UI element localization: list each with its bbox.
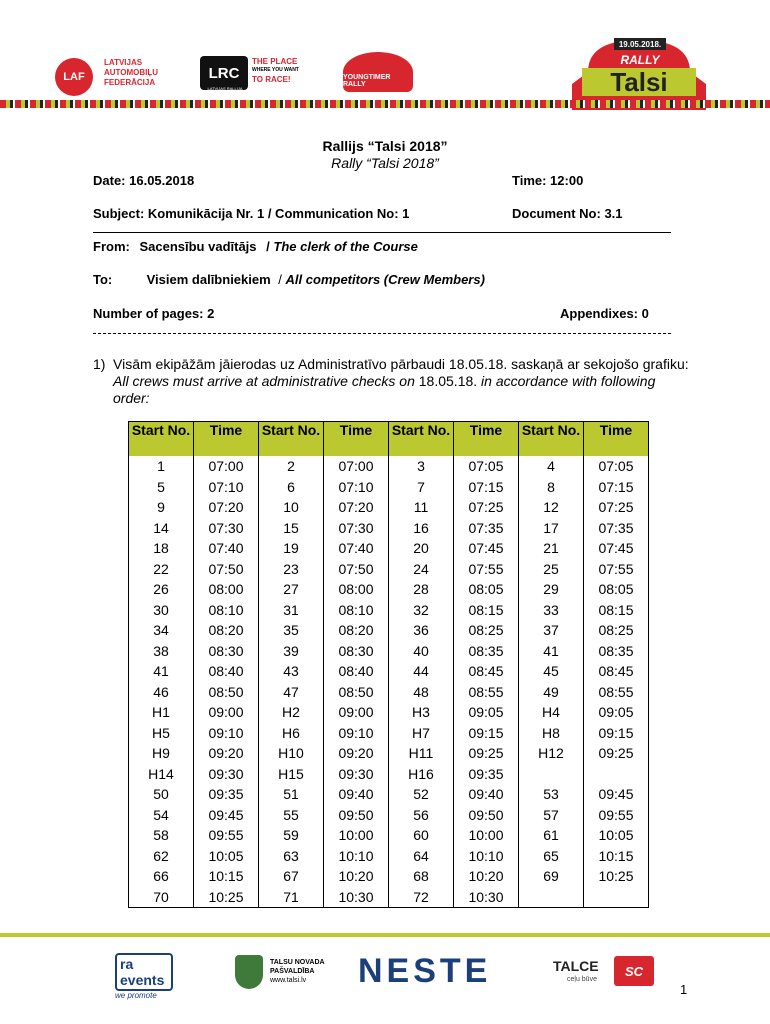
cell-start-no: 36	[389, 620, 454, 641]
talsu-line-1: TALSU NOVADA	[270, 959, 325, 966]
cell-time: 09:55	[584, 805, 649, 826]
cell-start-no: 67	[259, 866, 324, 887]
cell-time: 10:10	[454, 846, 519, 867]
cell-time: 09:45	[584, 784, 649, 805]
date-line: Date: 16.05.2018	[93, 173, 195, 188]
subject-line: Subject: Komunikācija Nr. 1 / Communication No: 1	[93, 206, 410, 221]
cell-start-no: 23	[259, 559, 324, 580]
item-lv-text: Visām ekipāžām jāierodas uz Administratīvo pārbaudi 18.05.18. saskaņā ar sekojošo grafiku:	[113, 356, 689, 372]
cell-start-no: 50	[129, 784, 194, 805]
cell-start-no: 3	[389, 456, 454, 477]
from-sep: /	[266, 239, 270, 254]
cell-time: 08:35	[584, 641, 649, 662]
cell-start-no: 8	[519, 477, 584, 498]
table-row	[129, 784, 649, 805]
cell-time: 08:45	[584, 661, 649, 682]
cell-time: 09:45	[194, 805, 259, 826]
cell-start-no: 10	[259, 497, 324, 518]
cell-start-no: H7	[389, 723, 454, 744]
cell-start-no: 58	[129, 825, 194, 846]
table-row	[129, 805, 649, 826]
cell-start-no: 51	[259, 784, 324, 805]
cell-time: 07:10	[194, 477, 259, 498]
doc-subtitle: Rally “Talsi 2018”	[331, 155, 439, 171]
place-line-2: WHERE YOU WANT	[252, 67, 299, 73]
cell-start-no: 40	[389, 641, 454, 662]
to-line	[93, 272, 485, 287]
cell-start-no: H3	[389, 702, 454, 723]
cell-start-no: 68	[389, 866, 454, 887]
cell-start-no	[519, 887, 584, 908]
cell-start-no: 32	[389, 600, 454, 621]
cell-start-no: 65	[519, 846, 584, 867]
table-row	[129, 600, 649, 621]
cell-time: 09:30	[194, 764, 259, 785]
cell-time: 09:00	[324, 702, 389, 723]
table-row	[129, 743, 649, 764]
cell-time: 08:15	[584, 600, 649, 621]
cell-start-no: H11	[389, 743, 454, 764]
cell-time: 08:05	[584, 579, 649, 600]
cell-time: 08:45	[454, 661, 519, 682]
cell-start-no: 22	[129, 559, 194, 580]
header-start-no: Start No.	[389, 422, 454, 457]
cell-time: 10:15	[584, 846, 649, 867]
lrc-subtitle: LATVIJAS RALLIJA ČEMPIONĀTS	[207, 86, 243, 96]
cell-time: 08:55	[584, 682, 649, 703]
cell-time: 08:30	[324, 641, 389, 662]
cell-time: 07:40	[324, 538, 389, 559]
cell-time: 10:30	[324, 887, 389, 908]
cell-start-no: 39	[259, 641, 324, 662]
table-row	[129, 887, 649, 908]
cell-start-no: 5	[129, 477, 194, 498]
laf-logo: LAF	[55, 58, 93, 96]
cell-time: 07:00	[194, 456, 259, 477]
cell-time: 09:55	[194, 825, 259, 846]
cell-start-no: 48	[389, 682, 454, 703]
cell-start-no: 30	[129, 600, 194, 621]
cell-time: 08:40	[324, 661, 389, 682]
cell-time: 10:10	[324, 846, 389, 867]
cell-start-no: H8	[519, 723, 584, 744]
cell-time: 09:50	[324, 805, 389, 826]
cell-time: 07:10	[324, 477, 389, 498]
cell-time: 09:00	[194, 702, 259, 723]
cell-time: 09:15	[454, 723, 519, 744]
cell-time: 07:25	[454, 497, 519, 518]
talce-logo: TALCE	[553, 958, 599, 974]
cell-time: 09:40	[324, 784, 389, 805]
cell-time: 08:30	[194, 641, 259, 662]
cell-time: 10:00	[324, 825, 389, 846]
cell-time: 07:30	[194, 518, 259, 539]
cell-time: 09:20	[194, 743, 259, 764]
cell-start-no: H15	[259, 764, 324, 785]
cell-start-no: H1	[129, 702, 194, 723]
cell-time: 09:10	[324, 723, 389, 744]
cell-start-no: 64	[389, 846, 454, 867]
cell-time: 08:40	[194, 661, 259, 682]
header-time: Time	[194, 422, 259, 457]
from-lv: Sacensību vadītājs	[139, 239, 257, 254]
cell-start-no: 16	[389, 518, 454, 539]
cell-time: 08:10	[194, 600, 259, 621]
doc-title: Rallijs “Talsi 2018”	[322, 138, 448, 154]
header-time: Time	[454, 422, 519, 457]
table-row	[129, 702, 649, 723]
cell-start-no: 15	[259, 518, 324, 539]
cell-time: 10:05	[584, 825, 649, 846]
cell-start-no: 72	[389, 887, 454, 908]
schedule-table	[128, 421, 649, 908]
table-row	[129, 477, 649, 498]
cell-time: 07:20	[194, 497, 259, 518]
cell-time: 09:05	[454, 702, 519, 723]
page-number: 1	[680, 982, 688, 997]
appendixes-line: Appendixes: 0	[560, 306, 649, 321]
cell-start-no: H5	[129, 723, 194, 744]
cell-time: 10:25	[194, 887, 259, 908]
cell-time: 08:50	[324, 682, 389, 703]
item-en-a: All crews must arrive at administrative checks on	[113, 373, 415, 389]
header-start-no: Start No.	[129, 422, 194, 457]
talce-subtitle: ceļu būve	[567, 976, 597, 983]
cell-time: 09:10	[194, 723, 259, 744]
cell-time	[584, 764, 649, 785]
cell-time: 07:30	[324, 518, 389, 539]
cell-time	[584, 887, 649, 908]
table-row	[129, 723, 649, 744]
cell-time: 07:35	[454, 518, 519, 539]
cell-start-no: 62	[129, 846, 194, 867]
cell-start-no: 47	[259, 682, 324, 703]
time-line: Time: 12:00	[512, 173, 584, 188]
from-en: The clerk of the Course	[273, 239, 418, 254]
cell-time: 07:50	[324, 559, 389, 580]
cell-start-no: 11	[389, 497, 454, 518]
cell-time: 07:45	[584, 538, 649, 559]
cell-time: 09:50	[454, 805, 519, 826]
cell-start-no: 27	[259, 579, 324, 600]
cell-start-no: 29	[519, 579, 584, 600]
cell-start-no: 63	[259, 846, 324, 867]
to-sep: /	[278, 272, 282, 287]
laf-line-2: AUTOMOBIĻU	[104, 68, 159, 77]
cell-start-no: 53	[519, 784, 584, 805]
cell-time: 10:20	[454, 866, 519, 887]
cell-start-no: 52	[389, 784, 454, 805]
cell-time: 08:35	[454, 641, 519, 662]
cell-start-no: H16	[389, 764, 454, 785]
cell-start-no: H9	[129, 743, 194, 764]
cell-time: 10:20	[324, 866, 389, 887]
cell-time: 07:15	[454, 477, 519, 498]
cell-start-no: 59	[259, 825, 324, 846]
cell-start-no: 21	[519, 538, 584, 559]
laf-line-3: FEDERĀCIJA	[104, 78, 156, 87]
cell-start-no: H4	[519, 702, 584, 723]
to-en: All competitors (Crew Members)	[285, 272, 485, 287]
cell-time: 07:55	[454, 559, 519, 580]
cell-time: 07:20	[324, 497, 389, 518]
cell-start-no: 66	[129, 866, 194, 887]
item-en-text	[113, 373, 693, 407]
cell-time: 08:15	[454, 600, 519, 621]
cell-time: 09:25	[584, 743, 649, 764]
cell-start-no: 20	[389, 538, 454, 559]
talsu-text	[270, 958, 360, 985]
cell-start-no: 49	[519, 682, 584, 703]
cell-start-no: 61	[519, 825, 584, 846]
cell-time: 07:05	[454, 456, 519, 477]
cell-time: 07:45	[454, 538, 519, 559]
divider-1	[93, 232, 671, 233]
cell-time: 07:00	[324, 456, 389, 477]
table-row	[129, 866, 649, 887]
cell-time: 08:10	[324, 600, 389, 621]
cell-time: 07:15	[584, 477, 649, 498]
cell-time: 07:05	[584, 456, 649, 477]
cell-start-no: 17	[519, 518, 584, 539]
table-row	[129, 518, 649, 539]
cell-start-no: 35	[259, 620, 324, 641]
table-row	[129, 559, 649, 580]
to-label: To:	[93, 272, 113, 287]
cell-start-no: H6	[259, 723, 324, 744]
cell-time: 10:05	[194, 846, 259, 867]
cell-time: 08:00	[324, 579, 389, 600]
item-1	[93, 356, 693, 407]
cell-start-no: 34	[129, 620, 194, 641]
cell-time: 10:15	[194, 866, 259, 887]
cell-time: 07:55	[584, 559, 649, 580]
cell-time: 10:30	[454, 887, 519, 908]
schedule-body	[129, 456, 649, 908]
cell-start-no: 38	[129, 641, 194, 662]
header-time: Time	[324, 422, 389, 457]
table-row	[129, 497, 649, 518]
cell-start-no: 33	[519, 600, 584, 621]
laf-line-1: LATVIJAS	[104, 58, 143, 67]
talsi-name: Talsi	[610, 67, 668, 97]
talsu-line-2: PAŠVALDĪBA	[270, 968, 315, 975]
laf-logo-text	[104, 58, 174, 88]
header-start-no: Start No.	[259, 422, 324, 457]
table-row	[129, 538, 649, 559]
cell-start-no: 56	[389, 805, 454, 826]
cell-start-no: 37	[519, 620, 584, 641]
cell-start-no: 45	[519, 661, 584, 682]
cell-start-no: 19	[259, 538, 324, 559]
cell-start-no: 9	[129, 497, 194, 518]
cell-start-no: H12	[519, 743, 584, 764]
cell-start-no: 7	[389, 477, 454, 498]
cell-start-no: 44	[389, 661, 454, 682]
cell-start-no: 57	[519, 805, 584, 826]
cell-start-no: 25	[519, 559, 584, 580]
cell-time: 08:25	[584, 620, 649, 641]
table-row	[129, 764, 649, 785]
from-line	[93, 239, 418, 254]
item-number: 1)	[93, 356, 106, 372]
to-lv: Visiem dalībniekiem	[146, 272, 271, 287]
cell-time: 09:30	[324, 764, 389, 785]
cell-time: 09:35	[194, 784, 259, 805]
header-start-no: Start No.	[519, 422, 584, 457]
cell-time: 09:25	[454, 743, 519, 764]
cell-start-no: 46	[129, 682, 194, 703]
cell-time: 09:20	[324, 743, 389, 764]
header-stripe	[0, 100, 770, 108]
table-header-row	[129, 422, 649, 457]
cell-time: 07:35	[584, 518, 649, 539]
cell-time: 09:15	[584, 723, 649, 744]
item-en-date: 18.05.18.	[414, 373, 482, 389]
cell-time: 08:50	[194, 682, 259, 703]
cell-time: 08:55	[454, 682, 519, 703]
cell-start-no: 4	[519, 456, 584, 477]
cell-time: 10:25	[584, 866, 649, 887]
cell-time: 08:20	[194, 620, 259, 641]
cell-time: 08:25	[454, 620, 519, 641]
cell-time: 08:20	[324, 620, 389, 641]
talsi-date: 19.05.2018.	[618, 40, 662, 49]
cell-start-no: 54	[129, 805, 194, 826]
item-en-b: in accordance with following order:	[113, 373, 656, 406]
cell-start-no: 28	[389, 579, 454, 600]
youngtimer-logo: YOUNGTIMER RALLY	[343, 52, 413, 92]
table-row	[129, 620, 649, 641]
document-no: Document No: 3.1	[512, 206, 623, 221]
sc-grupa-logo: SC	[614, 956, 654, 986]
header-time: Time	[584, 422, 649, 457]
cell-start-no: H2	[259, 702, 324, 723]
cell-start-no: 12	[519, 497, 584, 518]
cell-start-no: 14	[129, 518, 194, 539]
cell-start-no: 1	[129, 456, 194, 477]
cell-start-no: 71	[259, 887, 324, 908]
ra-events-logo	[115, 953, 173, 1000]
cell-time: 09:35	[454, 764, 519, 785]
place-slogan	[252, 57, 312, 84]
pages-line: Number of pages: 2	[93, 306, 215, 321]
neste-logo: NESTE	[358, 952, 492, 990]
cell-start-no: 6	[259, 477, 324, 498]
place-line-3: TO RACE!	[252, 75, 291, 84]
table-row	[129, 579, 649, 600]
cell-start-no: 60	[389, 825, 454, 846]
table-row	[129, 456, 649, 477]
cell-time: 09:05	[584, 702, 649, 723]
table-row	[129, 661, 649, 682]
footer-line	[0, 933, 770, 937]
cell-time: 10:00	[454, 825, 519, 846]
table-row	[129, 825, 649, 846]
cell-time: 07:25	[584, 497, 649, 518]
we-promote-text: we promote	[115, 991, 157, 1000]
cell-start-no	[519, 764, 584, 785]
cell-start-no: 69	[519, 866, 584, 887]
cell-start-no: 41	[519, 641, 584, 662]
cell-start-no: 2	[259, 456, 324, 477]
cell-time: 08:05	[454, 579, 519, 600]
lrc-logo: LRC	[200, 56, 248, 90]
cell-time: 09:40	[454, 784, 519, 805]
cell-start-no: 43	[259, 661, 324, 682]
table-row	[129, 682, 649, 703]
talsi-rally: RALLY	[620, 53, 660, 67]
cell-start-no: 31	[259, 600, 324, 621]
cell-time: 08:00	[194, 579, 259, 600]
table-row	[129, 846, 649, 867]
cell-start-no: H10	[259, 743, 324, 764]
cell-start-no: 26	[129, 579, 194, 600]
cell-start-no: 55	[259, 805, 324, 826]
talsu-line-3: www.talsi.lv	[270, 977, 307, 984]
divider-2	[93, 333, 671, 334]
from-label: From:	[93, 239, 130, 254]
place-line-1: THE PLACE	[252, 57, 298, 66]
cell-time: 07:40	[194, 538, 259, 559]
ra-events-text: ra events	[115, 953, 173, 991]
cell-start-no: 24	[389, 559, 454, 580]
cell-start-no: H14	[129, 764, 194, 785]
table-row	[129, 641, 649, 662]
cell-start-no: 18	[129, 538, 194, 559]
cell-start-no: 41	[129, 661, 194, 682]
talsu-coat-of-arms-icon	[235, 955, 263, 989]
cell-time: 07:50	[194, 559, 259, 580]
cell-start-no: 70	[129, 887, 194, 908]
